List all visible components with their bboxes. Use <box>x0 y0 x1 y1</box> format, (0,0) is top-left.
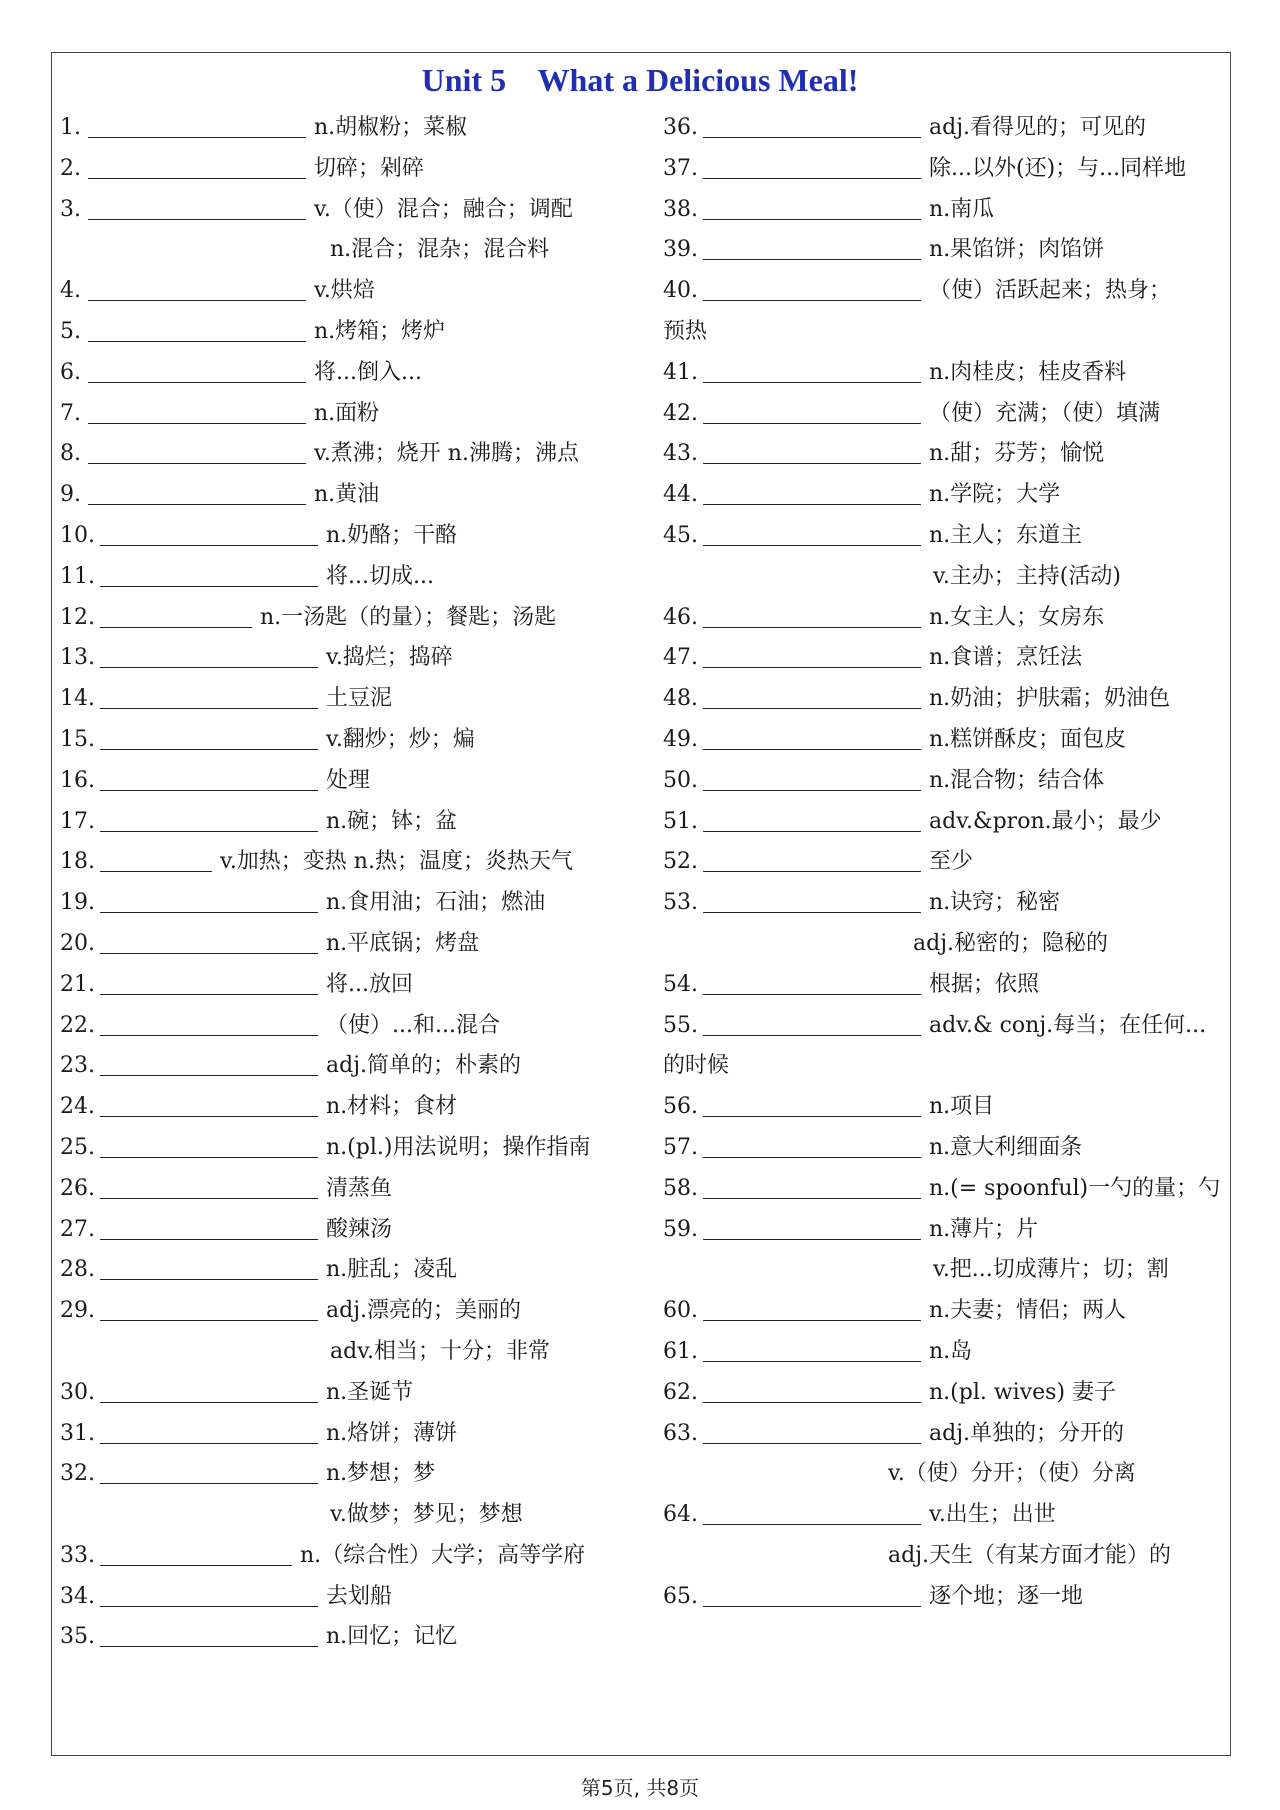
continuation-line <box>663 1046 1228 1087</box>
chinese-meaning: 清蒸鱼 <box>326 1175 393 1201</box>
item-number: 59. <box>663 1216 698 1242</box>
item-number: 56. <box>663 1094 698 1120</box>
chinese-meaning: n.意大利细面条 <box>929 1134 1083 1160</box>
meaning-continuation: adj.天生（有某方面才能）的 <box>888 1542 1172 1568</box>
item-number: 15. <box>60 726 95 752</box>
vocab-item <box>663 761 1228 802</box>
chinese-meaning: n.薄片；片 <box>929 1216 1039 1242</box>
chinese-meaning: n.混合物；结合体 <box>929 767 1105 793</box>
left-column <box>60 108 625 1658</box>
item-number: 20. <box>60 930 95 956</box>
item-number: 40. <box>663 278 698 304</box>
chinese-meaning: n.肉桂皮；桂皮香料 <box>929 359 1127 385</box>
vocab-item <box>60 475 625 516</box>
continuation-line <box>663 924 1228 965</box>
answer-blank[interactable] <box>100 804 318 832</box>
chinese-meaning: （使）...和...混合 <box>326 1012 500 1038</box>
answer-blank[interactable] <box>100 1538 292 1566</box>
answer-blank[interactable] <box>100 1293 318 1321</box>
item-number: 43. <box>663 441 698 467</box>
vocab-item <box>60 1577 625 1618</box>
answer-blank[interactable] <box>703 600 921 628</box>
answer-blank[interactable] <box>100 681 318 709</box>
chinese-meaning: n.黄油 <box>314 482 380 508</box>
vocab-item <box>60 1454 625 1495</box>
item-number: 51. <box>663 808 698 834</box>
item-number: 41. <box>663 359 698 385</box>
answer-blank[interactable] <box>100 1008 318 1036</box>
vocab-item <box>663 230 1228 271</box>
continuation-line <box>60 1495 625 1536</box>
meaning-continuation: n.混合；混杂；混合料 <box>330 237 550 263</box>
answer-blank[interactable] <box>100 1089 318 1117</box>
chinese-meaning: n.糕饼酥皮；面包皮 <box>929 726 1127 752</box>
answer-blank[interactable] <box>703 1089 921 1117</box>
answer-blank[interactable] <box>703 273 921 301</box>
chinese-meaning: n.梦想；梦 <box>326 1461 436 1487</box>
continuation-line <box>663 312 1228 353</box>
vocab-item <box>60 271 625 312</box>
answer-blank[interactable] <box>703 110 921 138</box>
answer-blank[interactable] <box>703 1171 921 1199</box>
answer-blank[interactable] <box>100 1579 318 1607</box>
chinese-meaning: n.材料；食材 <box>326 1094 458 1120</box>
chinese-meaning: v.翻炒；炒；煸 <box>326 726 475 752</box>
vocab-item <box>663 108 1228 149</box>
chinese-meaning: v.煮沸；烧开 n.沸腾；沸点 <box>314 441 579 467</box>
chinese-meaning: n.烙饼；薄饼 <box>326 1420 458 1446</box>
chinese-meaning: n.夫妻；情侣；两人 <box>929 1298 1127 1324</box>
vocab-item <box>663 149 1228 190</box>
meaning-continuation: adj.秘密的；隐秘的 <box>913 930 1109 956</box>
chinese-meaning: adj.看得见的；可见的 <box>929 115 1147 140</box>
chinese-meaning: （使）活跃起来；热身； <box>929 278 1172 304</box>
vocab-item <box>663 1373 1228 1414</box>
item-number: 16. <box>60 767 95 793</box>
chinese-meaning: n.碗；钵；盆 <box>326 808 458 834</box>
answer-blank[interactable] <box>88 396 306 424</box>
vocab-item <box>663 842 1228 883</box>
answer-blank[interactable] <box>88 477 306 505</box>
item-number: 55. <box>663 1012 698 1038</box>
vocab-item <box>663 679 1228 720</box>
chinese-meaning: n.奶酪；干酪 <box>326 522 458 548</box>
answer-blank[interactable] <box>88 314 306 342</box>
vocab-item <box>663 1210 1228 1251</box>
answer-blank[interactable] <box>703 804 921 832</box>
vocab-item <box>663 1291 1228 1332</box>
answer-blank[interactable] <box>703 1130 921 1158</box>
answer-blank[interactable] <box>88 110 306 138</box>
item-number: 47. <box>663 645 698 671</box>
chinese-meaning: n.胡椒粉；菜椒 <box>314 115 468 140</box>
chinese-meaning: n.圣诞节 <box>326 1379 414 1405</box>
chinese-meaning: n.(pl. wives) 妻子 <box>929 1379 1117 1405</box>
item-number: 28. <box>60 1257 95 1283</box>
vocab-item <box>60 394 625 435</box>
item-number: 13. <box>60 645 95 671</box>
vocab-item <box>60 1291 625 1332</box>
vocab-item <box>663 434 1228 475</box>
item-number: 46. <box>663 604 698 630</box>
item-number: 5. <box>60 318 81 344</box>
chinese-meaning: adv.&pron.最小；最少 <box>929 808 1162 834</box>
answer-blank[interactable] <box>703 885 921 913</box>
item-number: 58. <box>663 1175 698 1201</box>
continuation-line <box>663 1250 1228 1291</box>
item-number: 17. <box>60 808 95 834</box>
item-number: 62. <box>663 1379 698 1405</box>
chinese-meaning: adj.简单的；朴素的 <box>326 1053 522 1079</box>
page-number: 第5页, 共8页 <box>580 1776 700 1800</box>
item-number: 1. <box>60 115 81 140</box>
chinese-meaning: v.烘焙 <box>314 278 375 304</box>
item-number: 2. <box>60 155 81 181</box>
item-number: 6. <box>60 359 81 385</box>
vocab-item <box>60 1087 625 1128</box>
meaning-continuation: 的时候 <box>663 1053 730 1079</box>
chinese-meaning: n.学院；大学 <box>929 482 1061 508</box>
continuation-line <box>663 1536 1228 1577</box>
answer-blank[interactable] <box>703 1334 921 1362</box>
vocab-item <box>663 1577 1228 1618</box>
vocab-item <box>663 1128 1228 1169</box>
answer-blank[interactable] <box>88 355 306 383</box>
item-number: 57. <box>663 1134 698 1160</box>
chinese-meaning: n.甜；芬芳；愉悦 <box>929 441 1105 467</box>
chinese-meaning: 处理 <box>326 767 371 793</box>
answer-blank[interactable] <box>703 1375 921 1403</box>
item-number: 30. <box>60 1379 95 1405</box>
chinese-meaning: 逐个地；逐一地 <box>929 1583 1084 1609</box>
answer-blank[interactable] <box>100 1171 318 1199</box>
answer-blank[interactable] <box>703 436 921 464</box>
item-number: 52. <box>663 849 698 875</box>
answer-blank[interactable] <box>703 232 921 260</box>
answer-blank[interactable] <box>703 1497 921 1525</box>
chinese-meaning: adj.单独的；分开的 <box>929 1420 1125 1446</box>
meaning-continuation: adv.相当；十分；非常 <box>330 1338 551 1364</box>
item-number: 23. <box>60 1053 95 1079</box>
answer-blank[interactable] <box>703 967 921 995</box>
continuation-line <box>663 557 1228 598</box>
vocab-item <box>663 394 1228 435</box>
chinese-meaning: n.岛 <box>929 1338 973 1364</box>
chinese-meaning: 去划船 <box>326 1583 393 1609</box>
item-number: 54. <box>663 971 698 997</box>
answer-blank[interactable] <box>100 1130 318 1158</box>
chinese-meaning: 切碎；剁碎 <box>314 155 425 181</box>
meaning-continuation: 预热 <box>663 318 708 344</box>
vocab-item <box>60 190 625 231</box>
item-number: 32. <box>60 1461 95 1487</box>
vocab-item <box>663 516 1228 557</box>
answer-blank[interactable] <box>100 885 318 913</box>
vocab-item <box>60 1210 625 1251</box>
vocab-item <box>60 1373 625 1414</box>
vocab-item <box>60 1536 625 1577</box>
answer-blank[interactable] <box>100 967 318 995</box>
chinese-meaning: n.主人；东道主 <box>929 522 1083 548</box>
vocab-item <box>60 598 625 639</box>
vocab-item <box>60 1128 625 1169</box>
chinese-meaning: n.项目 <box>929 1094 995 1120</box>
answer-blank[interactable] <box>100 1252 318 1280</box>
chinese-meaning: n.脏乱；凌乱 <box>326 1257 458 1283</box>
vocab-item <box>60 1617 625 1658</box>
vocab-item <box>60 312 625 353</box>
unit-title: Unit 5 What a Delicious Meal! <box>421 62 859 98</box>
answer-blank[interactable] <box>100 1212 318 1240</box>
answer-blank[interactable] <box>100 722 318 750</box>
item-number: 4. <box>60 278 81 304</box>
meaning-continuation: v.做梦；梦见；梦想 <box>330 1502 523 1528</box>
vocab-item <box>60 802 625 843</box>
answer-blank[interactable] <box>100 1048 318 1076</box>
answer-blank[interactable] <box>100 640 318 668</box>
chinese-meaning: 酸辣汤 <box>326 1216 393 1242</box>
chinese-meaning: 土豆泥 <box>326 686 393 712</box>
chinese-meaning: n.奶油；护肤霜；奶油色 <box>929 686 1171 712</box>
answer-blank[interactable] <box>100 844 212 872</box>
answer-blank[interactable] <box>703 1293 921 1321</box>
item-number: 25. <box>60 1134 95 1160</box>
vocab-item <box>663 190 1228 231</box>
answer-blank[interactable] <box>88 192 306 220</box>
item-number: 21. <box>60 971 95 997</box>
item-number: 19. <box>60 890 95 916</box>
chinese-meaning: 至少 <box>929 849 974 875</box>
vocab-item <box>60 965 625 1006</box>
item-number: 38. <box>663 196 698 222</box>
answer-blank[interactable] <box>703 477 921 505</box>
item-number: 65. <box>663 1583 698 1609</box>
answer-blank[interactable] <box>88 151 306 179</box>
vocab-item <box>60 924 625 965</box>
item-number: 44. <box>663 482 698 508</box>
vocab-item <box>663 598 1228 639</box>
vocab-item <box>60 720 625 761</box>
item-number: 27. <box>60 1216 95 1242</box>
chinese-meaning: n.女主人；女房东 <box>929 604 1105 630</box>
vocab-item <box>60 353 625 394</box>
meaning-continuation: v.主办；主持(活动) <box>933 563 1121 589</box>
item-number: 61. <box>663 1338 698 1364</box>
item-number: 49. <box>663 726 698 752</box>
chinese-meaning: n.回忆；记忆 <box>326 1624 458 1650</box>
item-number: 39. <box>663 237 698 263</box>
answer-blank[interactable] <box>703 396 921 424</box>
chinese-meaning: v.捣烂；捣碎 <box>326 645 453 671</box>
item-number: 31. <box>60 1420 95 1446</box>
vocab-item <box>60 842 625 883</box>
chinese-meaning: n.烤箱；烤炉 <box>314 318 446 344</box>
answer-blank[interactable] <box>703 1008 921 1036</box>
chinese-meaning: n.南瓜 <box>929 196 995 222</box>
vocab-item <box>60 557 625 598</box>
vocab-item <box>663 353 1228 394</box>
answer-blank[interactable] <box>703 1579 921 1607</box>
vocab-item <box>60 679 625 720</box>
chinese-meaning: n.诀窍；秘密 <box>929 890 1061 916</box>
vocab-item <box>60 149 625 190</box>
answer-blank[interactable] <box>703 763 921 791</box>
vocab-item <box>60 1169 625 1210</box>
chinese-meaning: 将...放回 <box>326 971 413 997</box>
chinese-meaning: 将...倒入... <box>314 359 422 385</box>
vocab-item <box>60 638 625 679</box>
item-number: 48. <box>663 686 698 712</box>
answer-blank[interactable] <box>703 640 921 668</box>
vocab-item <box>663 1006 1228 1047</box>
right-column <box>663 108 1228 1617</box>
vocab-item <box>663 1495 1228 1536</box>
item-number: 18. <box>60 849 95 875</box>
chinese-meaning: n.果馅饼；肉馅饼 <box>929 237 1105 263</box>
vocab-item <box>60 1046 625 1087</box>
answer-blank[interactable] <box>88 436 306 464</box>
item-number: 14. <box>60 686 95 712</box>
vocab-item <box>663 802 1228 843</box>
chinese-meaning: n.食用油；石油；燃油 <box>326 890 546 916</box>
vocab-item <box>60 761 625 802</box>
item-number: 60. <box>663 1298 698 1324</box>
continuation-line <box>60 1332 625 1373</box>
chinese-meaning: v.（使）混合；融合；调配 <box>314 196 573 222</box>
vocab-item <box>60 883 625 924</box>
item-number: 53. <box>663 890 698 916</box>
answer-blank[interactable] <box>100 1375 318 1403</box>
item-number: 7. <box>60 400 81 426</box>
answer-blank[interactable] <box>703 681 921 709</box>
answer-blank[interactable] <box>703 1212 921 1240</box>
answer-blank[interactable] <box>703 151 921 179</box>
chinese-meaning: n.食谱；烹饪法 <box>929 645 1083 671</box>
vocab-item <box>663 883 1228 924</box>
item-number: 22. <box>60 1012 95 1038</box>
chinese-meaning: n.面粉 <box>314 400 380 426</box>
chinese-meaning: n.（综合性）大学；高等学府 <box>300 1542 586 1568</box>
answer-blank[interactable] <box>88 273 306 301</box>
vocab-item <box>663 1169 1228 1210</box>
vocab-item <box>663 475 1228 516</box>
answer-blank[interactable] <box>100 926 318 954</box>
chinese-meaning: 根据；依照 <box>929 971 1040 997</box>
item-number: 63. <box>663 1420 698 1446</box>
chinese-meaning: n.(pl.)用法说明；操作指南 <box>326 1134 591 1160</box>
chinese-meaning: 将...切成... <box>326 563 434 589</box>
chinese-meaning: n.(= spoonful)一勺的量；勺 <box>929 1175 1221 1201</box>
answer-blank[interactable] <box>100 600 252 628</box>
item-number: 12. <box>60 604 95 630</box>
vocab-item <box>663 965 1228 1006</box>
chinese-meaning: 除...以外(还)；与...同样地 <box>929 155 1187 181</box>
answer-blank[interactable] <box>100 1416 318 1444</box>
item-number: 50. <box>663 767 698 793</box>
vocab-item <box>663 638 1228 679</box>
answer-blank[interactable] <box>703 192 921 220</box>
vocab-item <box>663 1087 1228 1128</box>
chinese-meaning: （使）充满；（使）填满 <box>929 400 1161 426</box>
item-number: 37. <box>663 155 698 181</box>
chinese-meaning: n.一汤匙（的量）；餐匙；汤匙 <box>260 604 557 630</box>
chinese-meaning: n.平底锅；烤盘 <box>326 930 480 956</box>
item-number: 35. <box>60 1624 95 1650</box>
answer-blank[interactable] <box>100 1456 318 1484</box>
answer-blank[interactable] <box>703 518 921 546</box>
answer-blank[interactable] <box>703 844 921 872</box>
answer-blank[interactable] <box>703 1416 921 1444</box>
item-number: 26. <box>60 1175 95 1201</box>
item-number: 24. <box>60 1094 95 1120</box>
chinese-meaning: v.出生；出世 <box>929 1502 1056 1528</box>
vocab-item <box>663 1332 1228 1373</box>
answer-blank[interactable] <box>100 518 318 546</box>
answer-blank[interactable] <box>100 559 318 587</box>
chinese-meaning: v.加热；变热 n.热；温度；炎热天气 <box>220 849 573 875</box>
chinese-meaning: adj.漂亮的；美丽的 <box>326 1298 522 1324</box>
answer-blank[interactable] <box>100 1619 318 1647</box>
item-number: 9. <box>60 482 81 508</box>
item-number: 45. <box>663 522 698 548</box>
item-number: 3. <box>60 196 81 222</box>
vocab-item <box>60 108 625 149</box>
vocab-item <box>663 271 1228 312</box>
vocab-item <box>60 1250 625 1291</box>
item-number: 11. <box>60 563 95 589</box>
item-number: 36. <box>663 115 698 140</box>
item-number: 10. <box>60 522 95 548</box>
vocab-item <box>60 1006 625 1047</box>
vocab-item <box>663 1414 1228 1455</box>
answer-blank[interactable] <box>100 763 318 791</box>
continuation-line <box>60 230 625 271</box>
meaning-continuation: v.（使）分开；（使）分离 <box>888 1461 1136 1487</box>
continuation-line <box>663 1454 1228 1495</box>
item-number: 8. <box>60 441 81 467</box>
answer-blank[interactable] <box>703 722 921 750</box>
vocab-item <box>663 720 1228 761</box>
vocab-item <box>60 434 625 475</box>
meaning-continuation: v.把...切成薄片；切；割 <box>933 1257 1169 1283</box>
answer-blank[interactable] <box>703 355 921 383</box>
item-number: 34. <box>60 1583 95 1609</box>
vocab-item <box>60 516 625 557</box>
vocab-item <box>60 1414 625 1455</box>
chinese-meaning: adv.& conj.每当；在任何... <box>929 1012 1207 1038</box>
item-number: 64. <box>663 1502 698 1528</box>
item-number: 42. <box>663 400 698 426</box>
item-number: 29. <box>60 1298 95 1324</box>
item-number: 33. <box>60 1542 95 1568</box>
